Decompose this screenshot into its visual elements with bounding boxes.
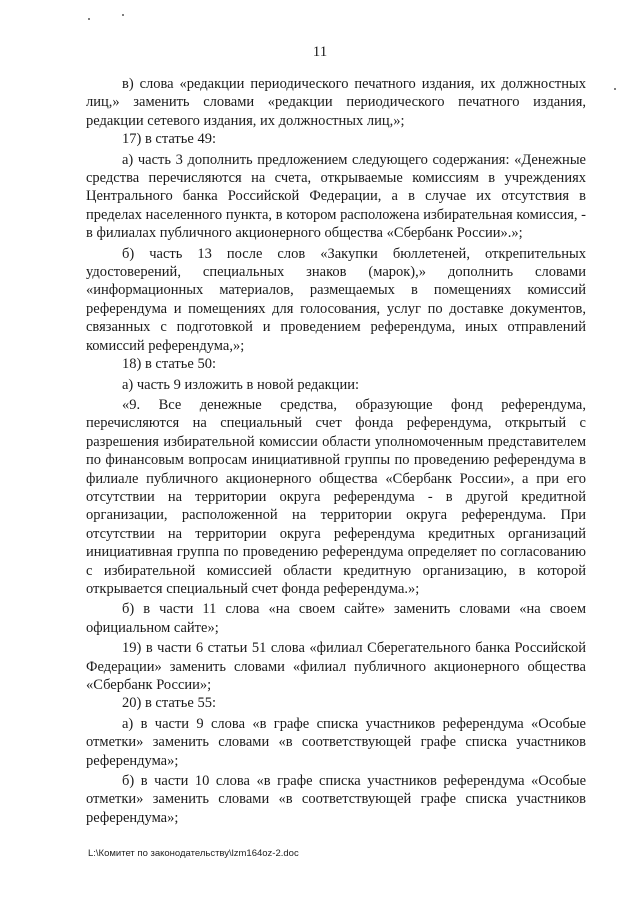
scan-speck <box>88 18 90 20</box>
scan-speck <box>614 88 616 90</box>
paragraph: а) часть 3 дополнить предложением следующего содержания: «Денежные средства перечисляются на счета, открываемые комиссиям в учреждениях Центрального банка Российской Федерации, а в случае их отсутствия в пределах населенного пункта, в котором расположена избирательная комиссия, - в филиалах публичного акционерного общества «Сбербанк России».»; <box>86 151 586 242</box>
paragraph: б) в части 10 слова «в графе списка участников референдума «Особые отметки» заменить словами «в соответствующей графе списка участников референдума»; <box>86 773 586 826</box>
paragraph: в) слова «редакции периодического печатного издания, их должностных лиц,» заменить словами «редакции периодического печатного издания, редакции сетевого издания, их должностных лиц,»; <box>86 76 586 129</box>
paragraph: а) в части 9 слова «в графе списка участников референдума «Особые отметки» заменить словами «в соответствующей графе списка участников референдума»; <box>86 715 586 769</box>
paragraph: 17) в статье 49: <box>122 131 216 148</box>
paragraph: «9. Все денежные средства, образующие фонд референдума, перечисляются на специальный счет фонда референдума, открытый с разрешения избирательной комиссии области уполномоченным представителем по финансовым вопросам инициативной группы по проведению референдума в филиале публичного акционерного общества «Сбербанк России», а при его отсутствии на территории округа референдума - в другой кредитной организации, расположенной на территории округа референдума. При отсутствии на территории округа референдума кредитных организаций инициативная группа по проведению референдума определяет по согласованию с избирательной комиссией области кредитную организацию, в которой открывается специальный счет фонда референдума.»; <box>86 396 586 597</box>
page-number: 11 <box>312 44 328 60</box>
file-path-footer: L:\Комитет по законодательству\lzm164oz-2.doc <box>88 848 299 859</box>
paragraph: б) в части 11 слова «на своем сайте» заменить словами «на своем официальном сайте»; <box>86 601 586 636</box>
paragraph: 19) в части 6 статьи 51 слова «филиал Сберегательного банка Российской Федерации» заменить словами «филиал публичного акционерного общества «Сбербанк России»; <box>86 640 586 693</box>
paragraph: б) часть 13 после слов «Закупки бюллетеней, открепительных удостоверений, специальных знаков (марок),» дополнить словами «информационных материалов, размещаемых в помещениях комиссий референдума и помещениях для голосования, услуг по доставке документов, связанных с подготовкой и проведением референдума, иных отправлений комиссий референдума,»; <box>86 245 586 354</box>
document-body <box>86 75 586 827</box>
paragraph: 18) в статье 50: <box>122 356 216 373</box>
scan-speck <box>122 14 124 16</box>
paragraph: 20) в статье 55: <box>122 695 216 712</box>
paragraph: а) часть 9 изложить в новой редакции: <box>122 376 359 393</box>
